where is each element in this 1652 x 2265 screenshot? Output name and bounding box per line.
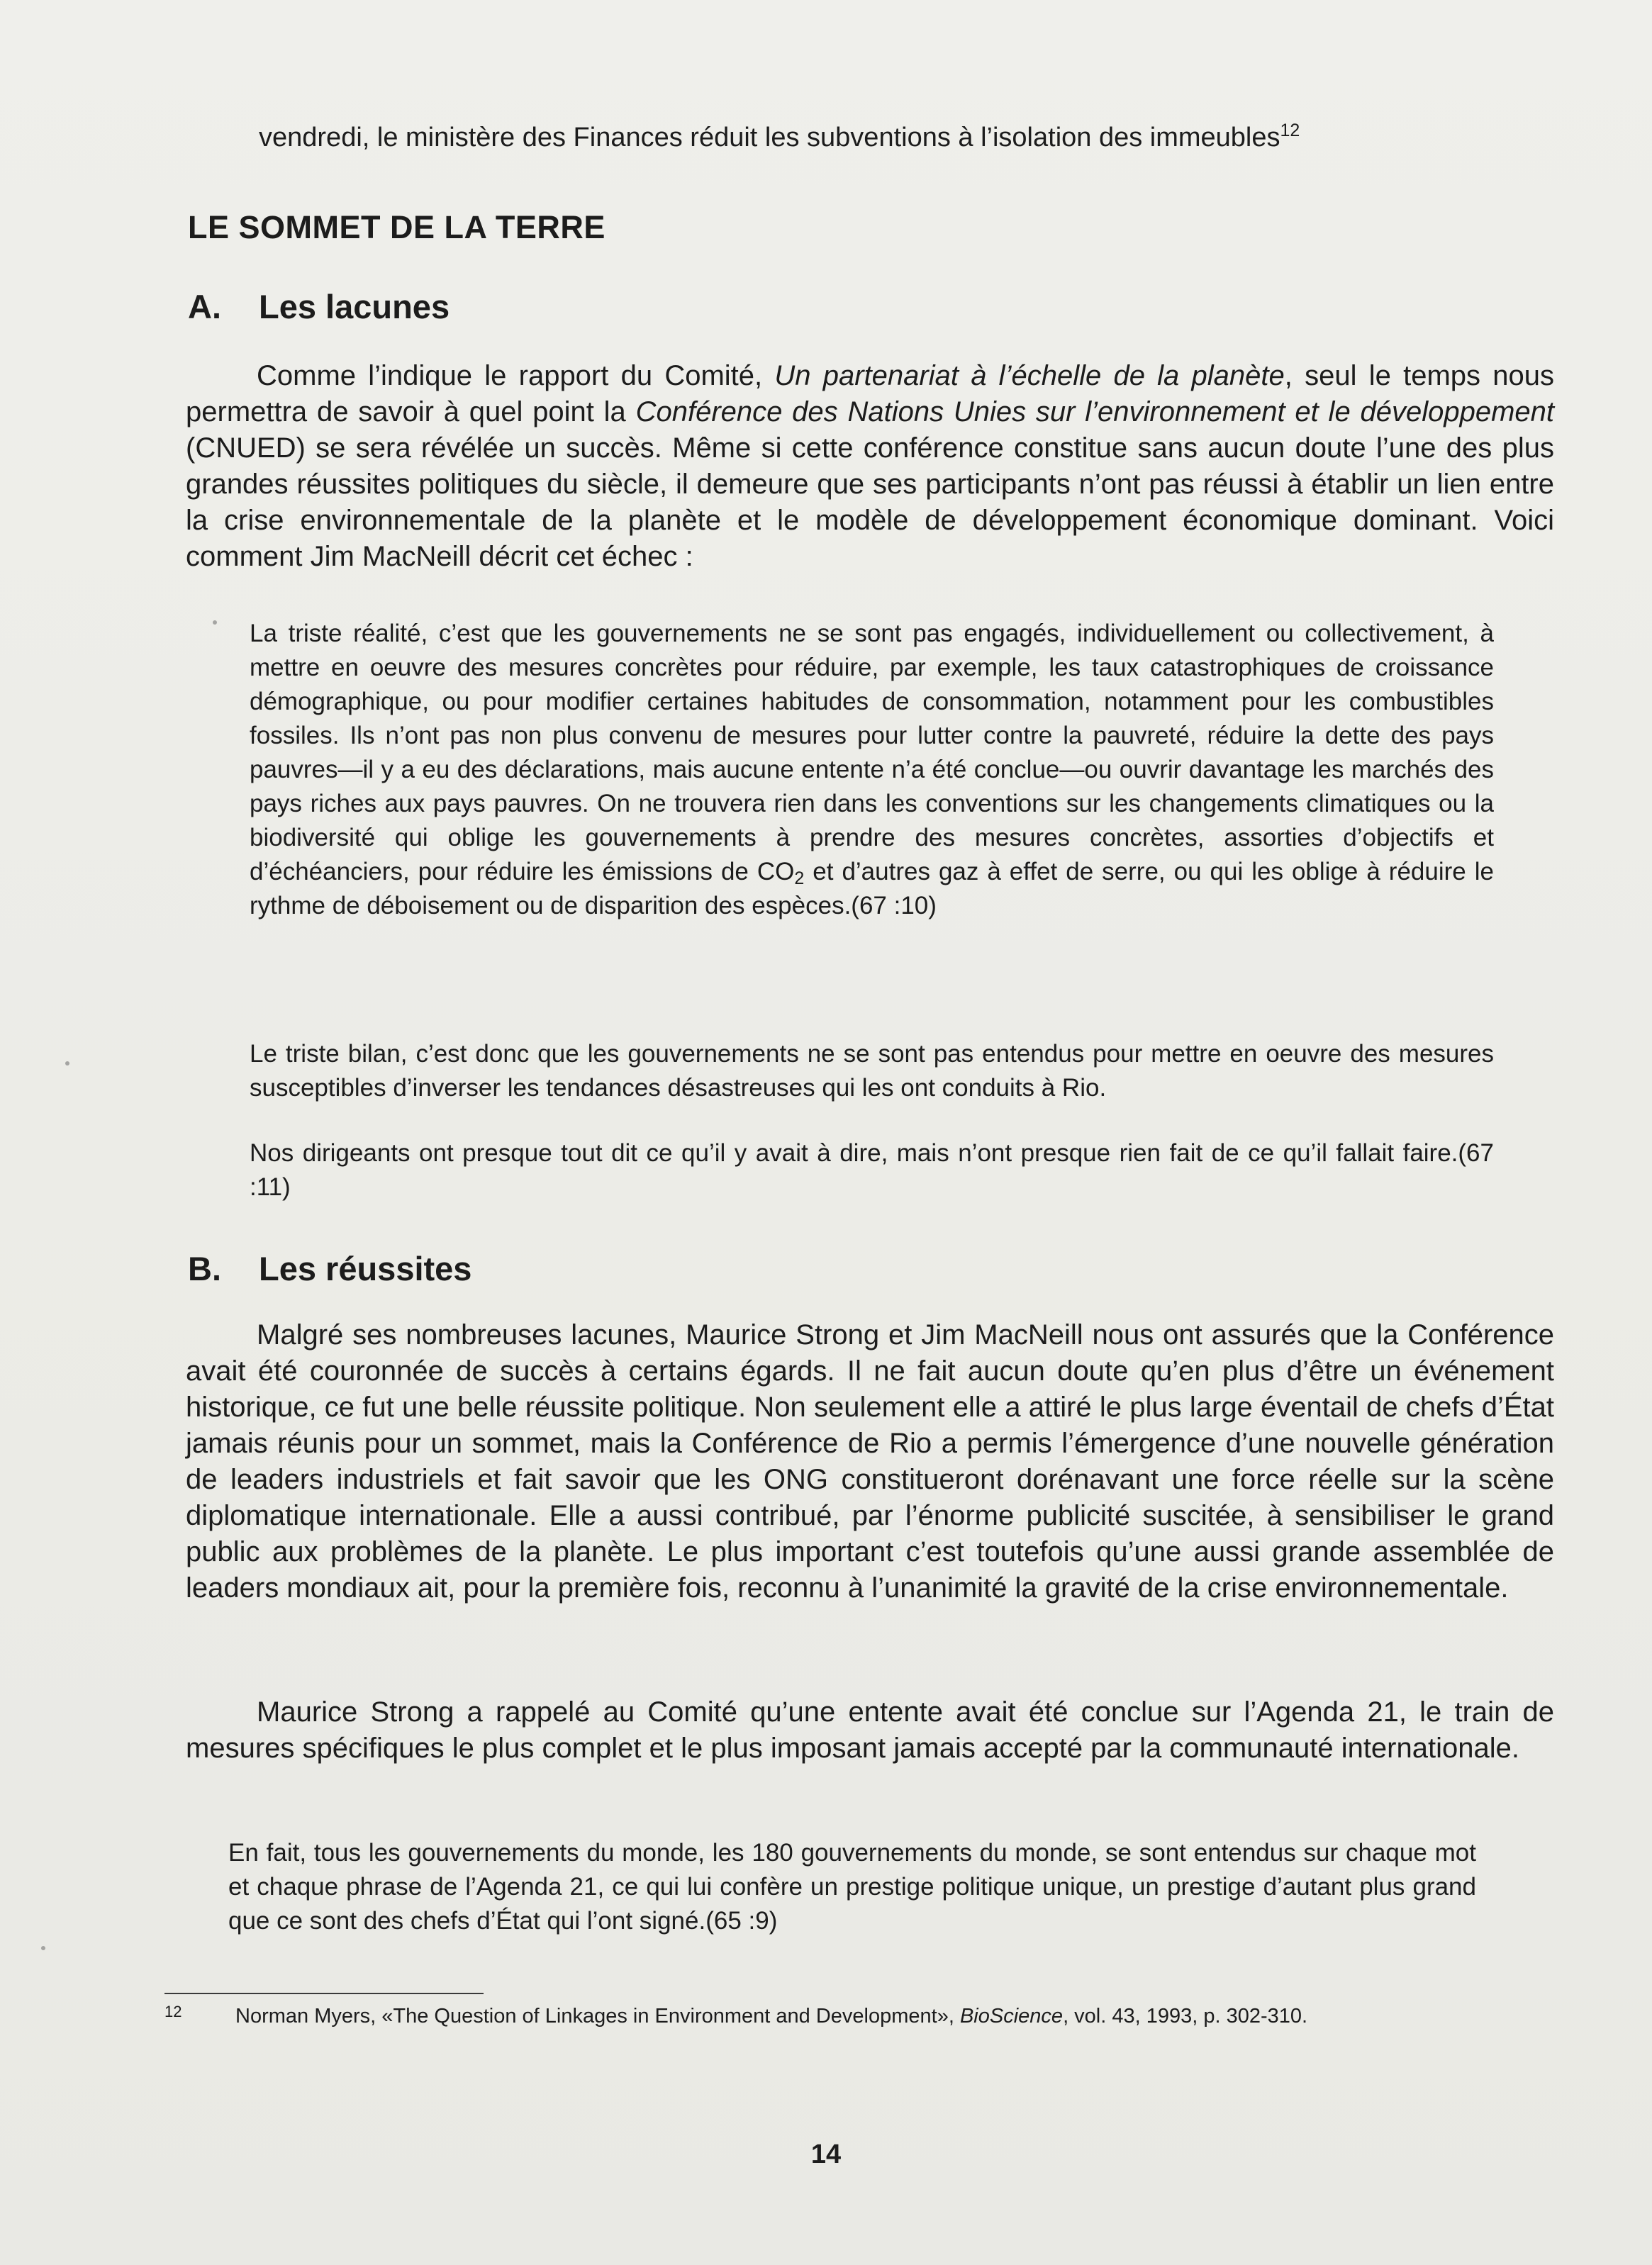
paragraph-lacunes-text-2: , seul le temps nous permettra de savoir à quel point la: [186, 360, 1554, 427]
paragraph-lacunes: [186, 358, 1554, 575]
paragraph-lacunes-text-1: Comme l’indique le rapport du Comité,: [257, 360, 775, 391]
intro-text: vendredi, le ministère des Finances réduit les subventions à l’isolation des immeubles: [259, 123, 1280, 152]
report-title-italic: Un partenariat à l’échelle de la planète: [774, 360, 1285, 391]
footnote-text-end: , vol. 43, 1993, p. 302-310.: [1063, 2005, 1308, 2028]
paragraph-agenda21: Maurice Strong a rappelé au Comité qu’une entente avait été conclue sur l’Agenda 21, le train de mesures spécifiques le plus complet et le plus imposant jamais accepté par la communauté internationale.: [186, 1696, 1554, 1764]
intro-line: [259, 121, 1585, 155]
subheading-a: [188, 287, 450, 326]
paragraph-lacunes-text-3: (CNUED) se sera révélée un succès. Même si cette conférence constitue sans aucun doute l’une des plus grandes réussites politiques du siècle, il demeure que ses participants n’ont pas réussi à établir un lien entre la crise environnementale de la planète et le modèle de développement économique dominant. Voici comment Jim MacNeill décrit cet échec :: [186, 432, 1554, 572]
section-title: LE SOMMET DE LA TERRE: [188, 209, 605, 245]
quote-macneill-3: Nos dirigeants ont presque tout dit ce qu’il y avait à dire, mais n’ont presque rien fait de ce qu’il fallait faire.(67 :11): [250, 1139, 1494, 1201]
footnote-number: 12: [164, 2003, 182, 2020]
quote-macneill-1: [250, 617, 1494, 923]
scan-speck: [65, 1061, 69, 1066]
footnote-divider: [164, 1993, 484, 1994]
footnote: [164, 1998, 1554, 2030]
page-number: 14: [810, 2140, 842, 2169]
scan-speck: [41, 1946, 45, 1950]
paragraph-reussites: Malgré ses nombreuses lacunes, Maurice Strong et Jim MacNeill nous ont assurés que la Conférence avait été couronnée de succès à certains égards. Il ne fait aucun doute qu’en plus d’être un événement historique, ce fut une belle réussite politique. Non seulement elle a attiré le plus large éventail de chefs d’État jamais réunis pour un sommet, mais la Conférence de Rio a permis l’émergence d’une nouvelle génération de leaders industriels et fait savoir que les ONG constitueront dorénavant une force réelle sur la scène diplomatique internationale. Elle a aussi contribué, par l’énorme publicité suscitée, à sensibiliser le grand public aux problèmes de la planète. Le plus important c’est toutefois qu’une aussi grande assemblée de leaders mondiaux ait, pour la première fois, reconnu à l’unanimité la gravité de la crise environnementale.: [186, 1319, 1554, 1604]
subheading-b: [188, 1249, 471, 1288]
quote-macneill-1-text: La triste réalité, c’est que les gouvernements ne se sont pas engagés, individuellement ou collectivement, à mettre en oeuvre des mesures concrètes pour réduire, par exemple, les taux catastrophiques de croissance démographique, ou pour modifier certaines habitudes de consommation, notamment pour les combustibles fossiles. Ils n’ont pas non plus convenu de mesures pour lutter contre la pauvreté, réduire la dette des pays pauvres—il y a eu des déclarations, mais aucune entente n’a été conclue—ou ouvrir davantage les marchés des pays riches aux pays pauvres. On ne trouvera rien dans les conventions sur les changements climatiques ou la biodiversité qui oblige les gouvernements à prendre des mesures concrètes, assorties d’objectifs et d’échéanciers, pour réduire les émissions de CO: [250, 620, 1494, 885]
scan-speck: [213, 620, 217, 625]
footnote-text: Norman Myers, «The Question of Linkages in Environment and Development»,: [235, 2005, 960, 2028]
quote-macneill-2: Le triste bilan, c’est donc que les gouvernements ne se sont pas entendus pour mettre en oeuvre des mesures susceptibles d’inverser les tendances désastreuses qui les ont conduits à Rio.: [250, 1040, 1494, 1102]
quote-strong: En fait, tous les gouvernements du monde, les 180 gouvernements du monde, se sont entendus sur chaque mot et chaque phrase de l’Agenda 21, ce qui lui confère un prestige politique unique, un prestige d’autant plus grand que ce sont des chefs d’État qui l’ont signé.(65 :9): [228, 1839, 1476, 1935]
footnote-journal: BioScience: [959, 2005, 1064, 2028]
co2-subscript: 2: [794, 868, 805, 888]
footnote-reference: 12: [1280, 121, 1300, 140]
subheading-a-letter: A.: [188, 288, 221, 325]
conference-name-italic: Conférence des Nations Unies sur l’environnement et le développement: [635, 396, 1555, 427]
subheading-b-title: Les réussites: [259, 1250, 472, 1287]
subheading-a-title: Les lacunes: [259, 288, 450, 325]
subheading-b-letter: B.: [188, 1250, 221, 1287]
quote-macneill-1-text-end: et d’autres gaz à effet de serre, ou qui les oblige à réduire le rythme de déboisement ou de disparition des espèces.(67 :10): [250, 858, 1494, 919]
